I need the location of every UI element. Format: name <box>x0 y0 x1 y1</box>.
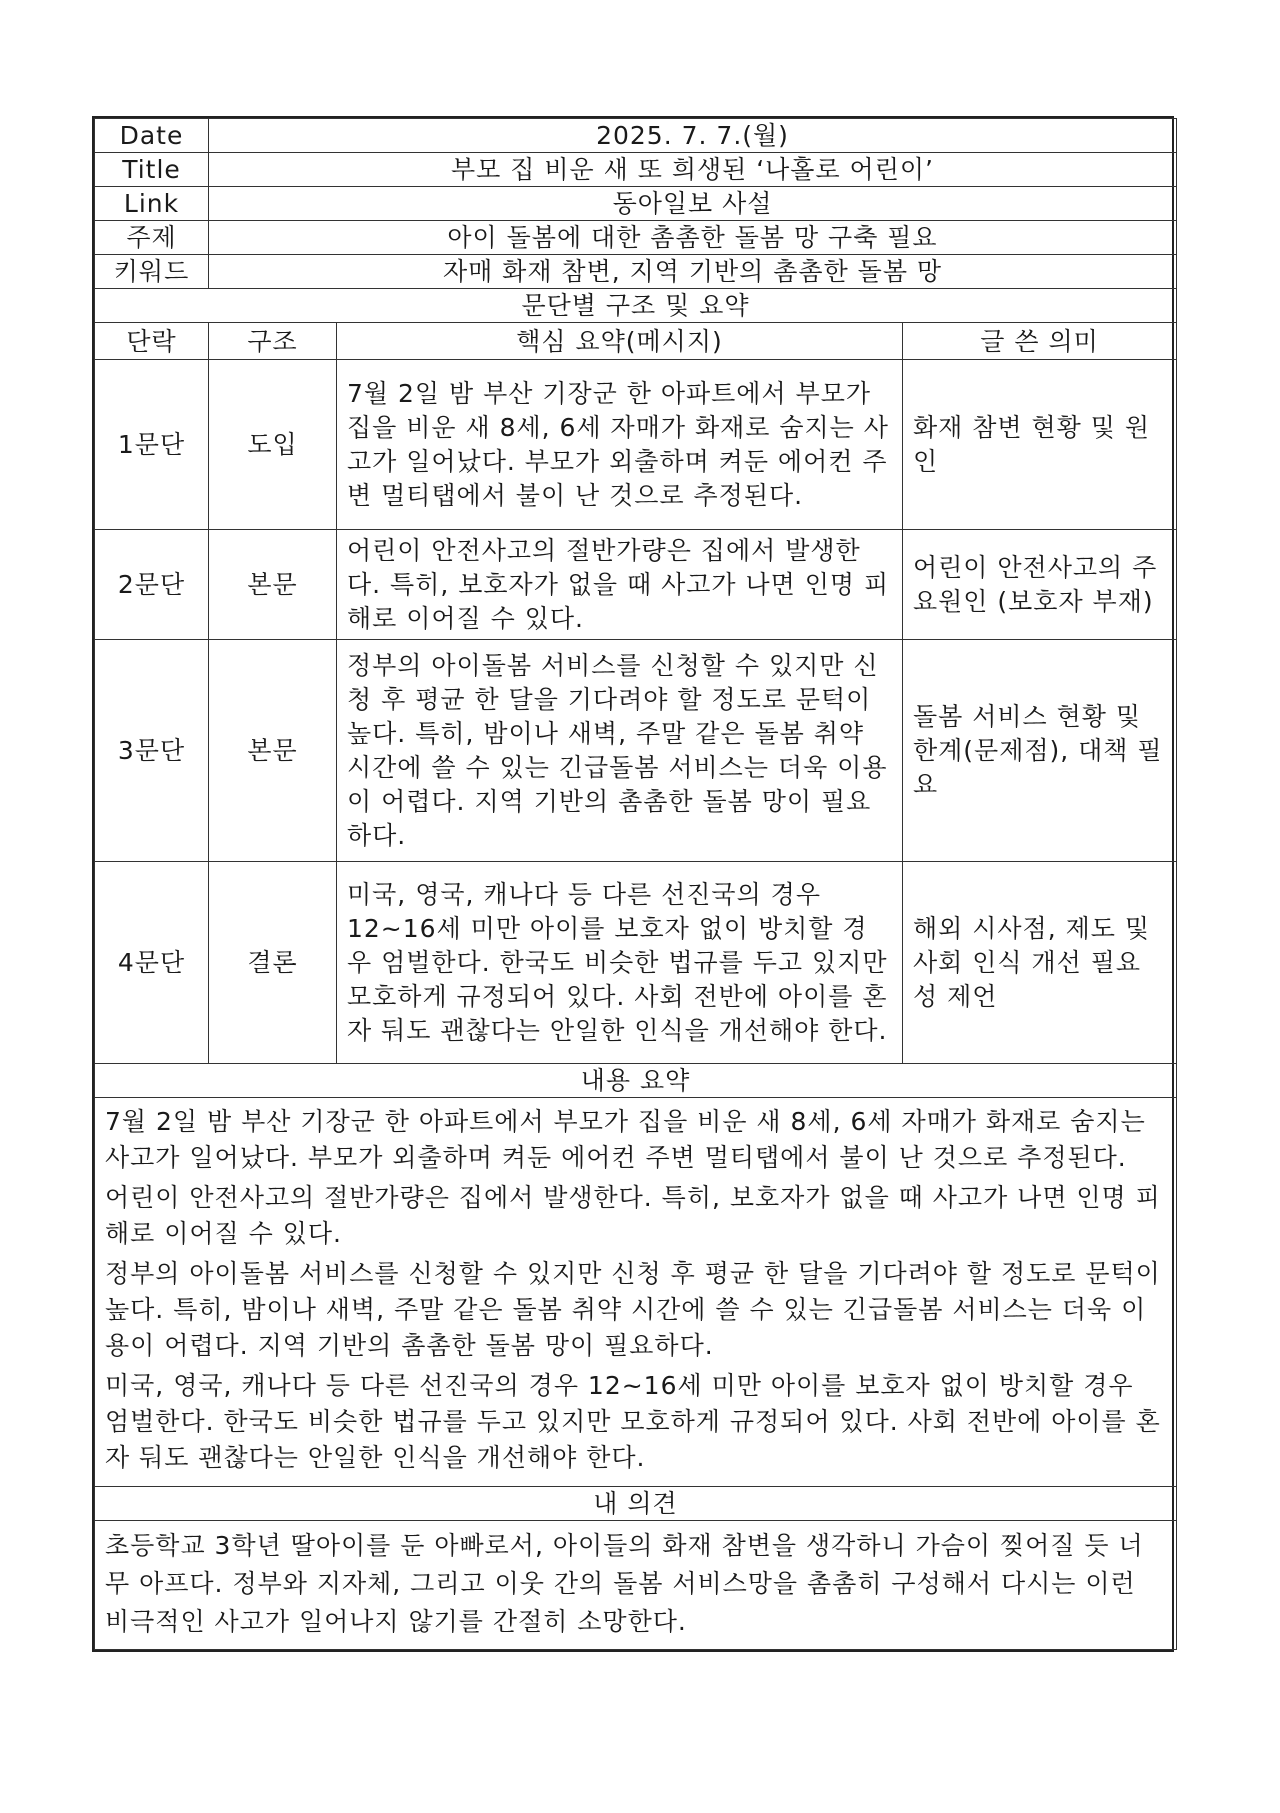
worksheet <box>92 116 1174 1652</box>
opinion-row <box>95 1521 1177 1650</box>
paragraph-structure: 본문 <box>209 640 337 862</box>
col-header-paragraph: 단락 <box>95 323 209 360</box>
table-row <box>95 360 1177 530</box>
date-value: 2025. 7. 7.(월) <box>209 119 1177 153</box>
opinion-title-row <box>95 1487 1177 1521</box>
opinion-title: 내 의견 <box>95 1487 1177 1521</box>
content-summary-row <box>95 1098 1177 1487</box>
paragraph-meaning: 해외 시사점, 제도 및 사회 인식 개선 필요성 제언 <box>903 862 1177 1064</box>
paragraph-structure: 결론 <box>209 862 337 1064</box>
content-summary-title: 내용 요약 <box>95 1064 1177 1098</box>
topic-label: 주제 <box>95 221 209 255</box>
opinion-body <box>95 1521 1177 1650</box>
paragraph-summary: 정부의 아이돌봄 서비스를 신청할 수 있지만 신청 후 평균 한 달을 기다려야 할 정도로 문턱이 높다. 특히, 밤이나 새벽, 주말 같은 돌봄 취약 시간에 쓸 수 있는 긴급돌봄 서비스는 더욱 이용이 어렵다. 지역 기반의 촘촘한 돌봄 망이 필요하다. <box>337 640 903 862</box>
table-row <box>95 862 1177 1064</box>
paragraph-number: 1문단 <box>95 360 209 530</box>
summary-paragraph: 7월 2일 밤 부산 기장군 한 아파트에서 부모가 집을 비운 새 8세, 6세 자매가 화재로 숨지는 사고가 일어났다. 부모가 외출하며 켜둔 에어컨 주변 멀티탭에서 불이 난 것으로 추정된다. <box>105 1107 1146 1172</box>
keyword-label: 키워드 <box>95 255 209 289</box>
date-label: Date <box>95 119 209 153</box>
structure-column-headers <box>95 323 1177 360</box>
content-summary-title-row <box>95 1064 1177 1098</box>
structure-section-title: 문단별 구조 및 요약 <box>95 289 1177 323</box>
keyword-value: 자매 화재 참변, 지역 기반의 촘촘한 돌봄 망 <box>209 255 1177 289</box>
topic-row <box>95 221 1177 255</box>
paragraph-number: 4문단 <box>95 862 209 1064</box>
col-header-summary: 핵심 요약(메시지) <box>337 323 903 360</box>
paragraph-number: 3문단 <box>95 640 209 862</box>
topic-value: 아이 돌봄에 대한 촘촘한 돌봄 망 구축 필요 <box>209 221 1177 255</box>
title-label: Title <box>95 153 209 187</box>
paragraph-structure: 도입 <box>209 360 337 530</box>
table-row <box>95 640 1177 862</box>
summary-paragraph: 어린이 안전사고의 절반가량은 집에서 발생한다. 특히, 보호자가 없을 때 사고가 나면 인명 피해로 이어질 수 있다. <box>105 1183 1161 1248</box>
table-row <box>95 530 1177 640</box>
paragraph-meaning: 어린이 안전사고의 주요원인 (보호자 부재) <box>903 530 1177 640</box>
keyword-row <box>95 255 1177 289</box>
col-header-structure: 구조 <box>209 323 337 360</box>
paragraph-number: 2문단 <box>95 530 209 640</box>
structure-section-row <box>95 289 1177 323</box>
paragraph-meaning: 돌봄 서비스 현황 및 한계(문제점), 대책 필요 <box>903 640 1177 862</box>
col-header-meaning: 글 쓴 의미 <box>903 323 1177 360</box>
link-row <box>95 187 1177 221</box>
paragraph-meaning: 화재 참변 현황 및 원인 <box>903 360 1177 530</box>
summary-paragraph: 정부의 아이돌봄 서비스를 신청할 수 있지만 신청 후 평균 한 달을 기다려야 할 정도로 문턱이 높다. 특히, 밤이나 새벽, 주말 같은 돌봄 취약 시간에 쓸 수 있는 긴급돌봄 서비스는 더욱 이용이 어렵다. 지역 기반의 촘촘한 돌봄 망이 필요하다. <box>105 1259 1161 1360</box>
title-row <box>95 153 1177 187</box>
paragraph-summary: 어린이 안전사고의 절반가량은 집에서 발생한다. 특히, 보호자가 없을 때 사고가 나면 인명 피해로 이어질 수 있다. <box>337 530 903 640</box>
opinion-text: 초등학교 3학년 딸아이를 둔 아빠로서, 아이들의 화재 참변을 생각하니 가슴이 찢어질 듯 너무 아프다. 정부와 지자체, 그리고 이웃 간의 돌봄 서비스망을 촘촘히 구성해서 다시는 이런 비극적인 사고가 일어나지 않기를 간절히 소망한다. <box>105 1531 1144 1636</box>
paragraph-summary: 7월 2일 밤 부산 기장군 한 아파트에서 부모가 집을 비운 새 8세, 6세 자매가 화재로 숨지는 사고가 일어났다. 부모가 외출하며 켜둔 에어컨 주변 멀티탭에서 불이 난 것으로 추정된다. <box>337 360 903 530</box>
link-label: Link <box>95 187 209 221</box>
title-value: 부모 집 비운 새 또 희생된 ‘나홀로 어린이’ <box>209 153 1177 187</box>
content-summary-body <box>95 1098 1177 1487</box>
summary-paragraph: 미국, 영국, 캐나다 등 다른 선진국의 경우 12~16세 미만 아이를 보호자 없이 방치할 경우 엄벌한다. 한국도 비슷한 법규를 두고 있지만 모호하게 규정되어 있다. 사회 전반에 아이를 혼자 둬도 괜찮다는 안일한 인식을 개선해야 한다. <box>105 1371 1161 1472</box>
paragraph-structure: 본문 <box>209 530 337 640</box>
paragraph-summary: 미국, 영국, 캐나다 등 다른 선진국의 경우 12~16세 미만 아이를 보호자 없이 방치할 경우 엄벌한다. 한국도 비슷한 법규를 두고 있지만 모호하게 규정되어 있다. 사회 전반에 아이를 혼자 둬도 괜찮다는 안일한 인식을 개선해야 한다. <box>337 862 903 1064</box>
date-row <box>95 119 1177 153</box>
worksheet-table <box>94 118 1177 1650</box>
link-value: 동아일보 사설 <box>209 187 1177 221</box>
